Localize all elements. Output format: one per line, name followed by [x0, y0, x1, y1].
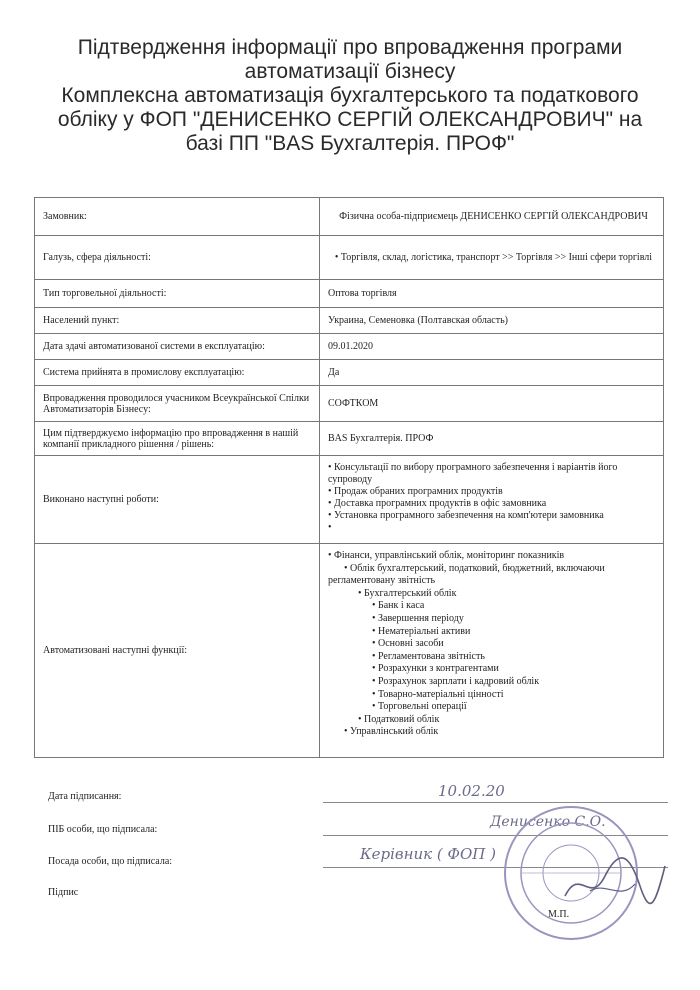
function-item: • Управлінський облік — [344, 726, 439, 738]
function-item: • Завершення періоду — [372, 612, 464, 624]
function-item: • Бухгалтерський облік — [358, 587, 457, 599]
industry-label: Галузь, сфера діяльності: — [35, 236, 320, 280]
table-row-accepted — [35, 360, 664, 386]
function-item: регламентовану звітність — [328, 575, 436, 587]
function-item: • Податковий облік — [358, 713, 440, 725]
trade-type-value: Оптова торгівля — [320, 280, 664, 308]
signer-position-label: Посада особи, що підписала: — [48, 856, 173, 867]
signing-date-line — [323, 802, 668, 803]
locality-value: Украина, Семеновка (Полтавская область) — [320, 308, 664, 334]
table-row-solution — [35, 422, 664, 456]
accepted-value: Да — [320, 360, 664, 386]
title-line-2: автоматизації бізнесу — [244, 60, 456, 83]
title-line-4: обліку у ФОП "ДЕНИСЕНКО СЕРГІЙ ОЛЕКСАНДРОВИЧ" на — [57, 108, 643, 131]
table-row-implementer — [35, 386, 664, 422]
works-item: • Консультації по вибору програмного забезпечення і варіантів його супроводу — [328, 462, 618, 485]
works-value — [320, 456, 664, 544]
document-title — [30, 36, 670, 156]
works-item: • Доставка програмних продуктів в офіс замовника — [328, 498, 547, 509]
handover-date-value: 09.01.2020 — [320, 334, 664, 360]
function-item: • Розрахунок зарплати і кадровий облік — [372, 675, 540, 687]
handwritten-signature — [560, 846, 670, 916]
works-item: • — [328, 522, 332, 533]
function-item: • Розрахунки з контрагентами — [372, 663, 499, 675]
implementer-label: Впровадження проводилося учасником Всеукраїнської Спілки Автоматизаторів Бізнесу: — [35, 386, 320, 422]
table-row-locality — [35, 308, 664, 334]
trade-type-label: Тип торговельної діяльності: — [35, 280, 320, 308]
implementer-value: СОФТКОМ — [320, 386, 664, 422]
customer-label: Замовник: — [35, 198, 320, 236]
table-row-customer — [35, 198, 664, 236]
table-row-trade-type — [35, 280, 664, 308]
table-row-handover-date — [35, 334, 664, 360]
function-item: • Облік бухгалтерський, податковий, бюджетний, включаючи — [344, 562, 605, 574]
info-table — [34, 197, 664, 758]
functions-label: Автоматизовані наступні функції: — [35, 544, 320, 758]
signer-name-handwritten: Денисенко С.О. — [490, 814, 606, 830]
title-line-5: базі ПП "BAS Бухгалтерія. ПРОФ" — [185, 132, 515, 155]
signer-name-label: ПІБ особи, що підписала: — [48, 824, 158, 835]
functions-value — [320, 544, 664, 758]
accepted-label: Система прийнята в промислову експлуатацію: — [35, 360, 320, 386]
function-item: • Торговельні операції — [372, 701, 467, 713]
handover-date-label: Дата здачі автоматизованої системи в експлуатацію: — [35, 334, 320, 360]
function-item: • Основні засоби — [372, 638, 444, 650]
signature-label: Підпис — [48, 887, 79, 898]
industry-value: • Торгівля, склад, логістика, транспорт >> Торгівля >> Інші сфери торгівлі — [320, 236, 664, 280]
stamp-place-label: М.П. — [548, 909, 570, 920]
works-item: • Продаж обраних програмних продуктів — [328, 486, 503, 497]
function-item: • Банк і каса — [372, 600, 425, 612]
solution-label: Цим підтверджуємо інформацію про впровадження в нашій компанії прикладного рішення / рішень: — [35, 422, 320, 456]
works-item: • Установка програмного забезпечення на комп'ютери замовника — [328, 510, 604, 521]
function-item: • Регламентована звітність — [372, 650, 485, 662]
locality-label: Населений пункт: — [35, 308, 320, 334]
function-item: • Фінанси, управлінський облік, моніторинг показників — [328, 550, 565, 561]
table-row-industry — [35, 236, 664, 280]
signing-date-handwritten: 10.02.20 — [438, 782, 505, 800]
function-item: • Нематеріальні активи — [372, 625, 471, 637]
function-item: • Товарно-матеріальні цінності — [372, 688, 504, 700]
signer-position-handwritten: Керівник ( ФОП ) — [360, 845, 496, 863]
customer-value: Фізична особа-підприємець ДЕНИСЕНКО СЕРГІЙ ОЛЕКСАНДРОВИЧ — [320, 198, 664, 236]
solution-value: BAS Бухгалтерія. ПРОФ — [320, 422, 664, 456]
title-line-3: Комплексна автоматизація бухгалтерського та податкового — [61, 84, 639, 107]
works-label: Виконано наступні роботи: — [35, 456, 320, 544]
title-line-1: Підтвердження інформації про впровадження програми — [77, 36, 623, 59]
table-row-works — [35, 456, 664, 544]
signing-date-label: Дата підписання: — [48, 791, 122, 802]
table-row-functions — [35, 544, 664, 758]
